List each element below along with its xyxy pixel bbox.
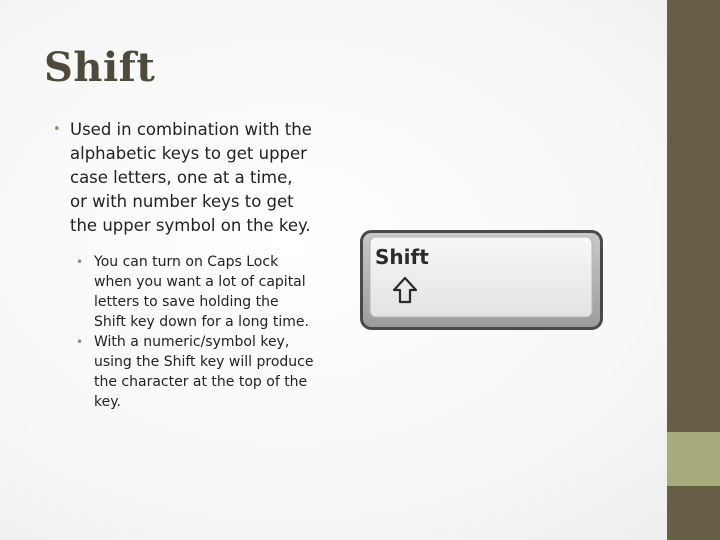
bullet-dot-icon: • [76,335,84,349]
bullet-text: Used in combination with the alphabetic keys to get upper case letters, one at a time, or with number keys to get the upper symbol on the key. [70,120,312,235]
sub-bullet-item [70,252,314,332]
bullet-dot-icon: • [53,122,61,137]
shift-key-image [360,230,603,330]
key-label: Shift [375,245,429,269]
slide-title: Shift [44,44,156,91]
bullet-list [52,118,314,412]
sub-bullet-item [70,332,314,412]
sidebar-accent-block [667,432,720,486]
sub-bullet-list [70,252,314,412]
sub-bullet-text: You can turn on Caps Lock when you want a lot of capital letters to save holding the Shift key down for a long time. [94,254,309,330]
sub-bullet-text: With a numeric/symbol key, using the Shift key will produce the character at the top of the key. [94,334,314,410]
bullet-item [52,118,314,412]
bullet-dot-icon: • [76,255,84,269]
